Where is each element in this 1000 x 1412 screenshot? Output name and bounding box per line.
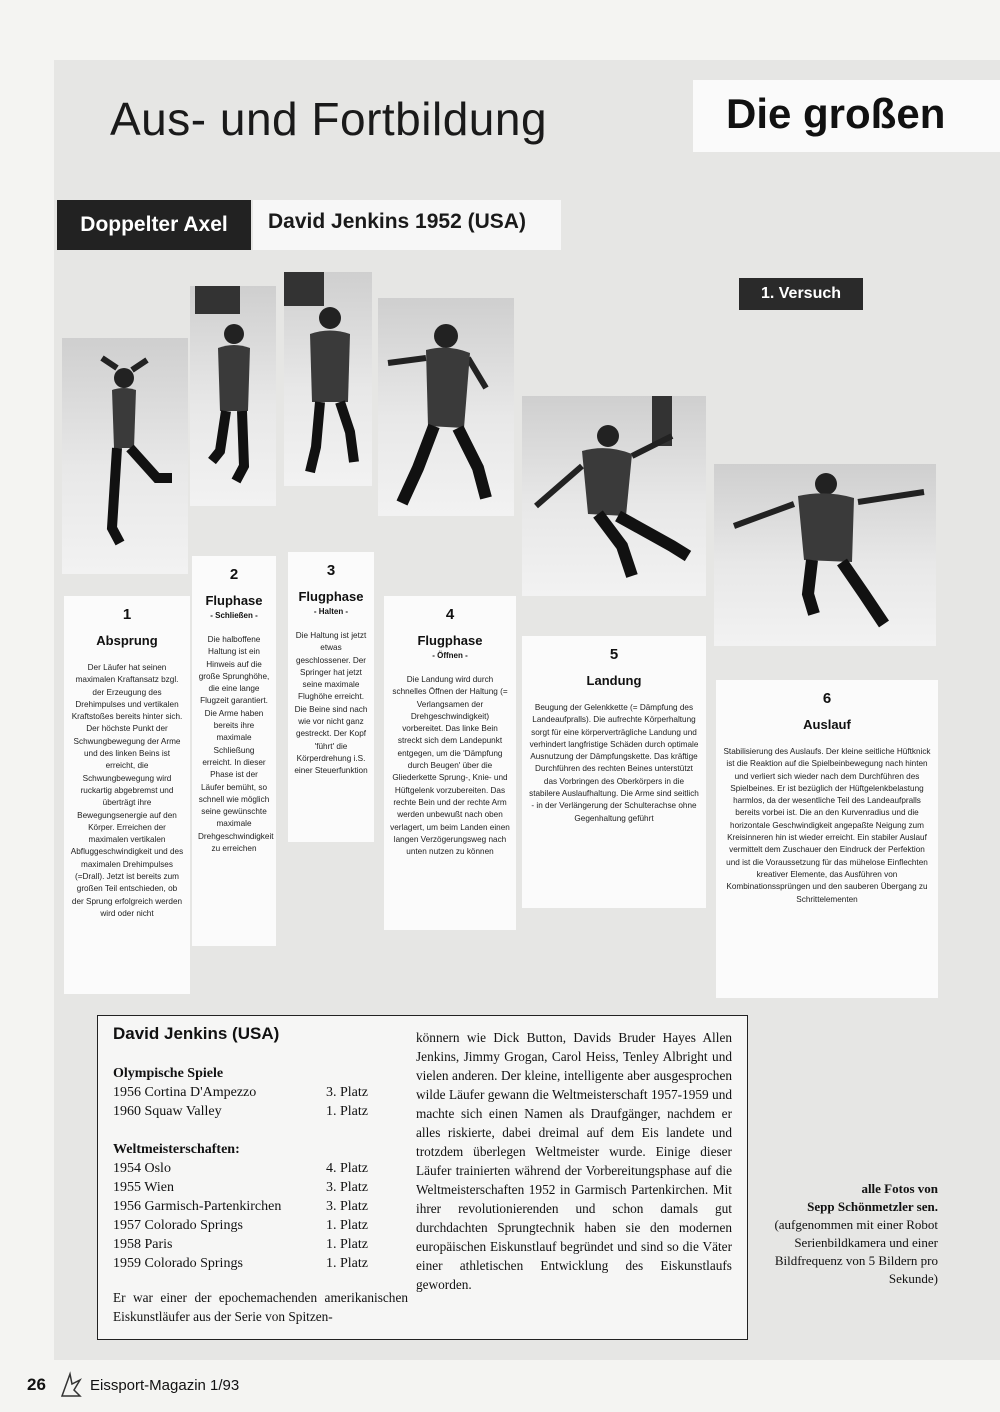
credit-photographer: Sepp Schönmetzler sen. (807, 1199, 938, 1214)
result-place: 1958 Paris (113, 1237, 173, 1252)
skater-figure-2 (190, 286, 276, 506)
worlds-heading: Weltmeisterschaften: (113, 1142, 240, 1157)
result-place: 1956 Cortina D'Ampezzo (113, 1085, 257, 1100)
result-rank: 1. Platz (326, 1256, 368, 1271)
result-place: 1960 Squaw Valley (113, 1104, 222, 1119)
step-6 (716, 680, 938, 998)
step-text: Beugung der Gelenkkette (= Dämpfung des Landeaufpralls). Die aufrechte Körperhaltung sorgt für eine körperverträgliche Landung und verhindert langfristige Schäden durch optimale Ausnutzung der Dämpfungskette. Das kräftige Durchführen des rechten Beines unterstützt das Vorbringen des Oberkörpers in die stabilere Auslaufhaltung. Die Arme sind seitlich - in der Verlängerung der Schulterachse ohne Gegenhaltung geführt (529, 703, 699, 823)
result-rank: 3. Platz (326, 1085, 368, 1100)
result-place: 1955 Wien (113, 1180, 175, 1195)
olympics-heading: Olympische Spiele (113, 1066, 224, 1081)
step-4 (384, 596, 516, 930)
step-text: Stabilisierung des Auslaufs. Der kleine seitliche Hüftknick ist die Reaktion auf die Spielbeinbewegung nach hinten und verliert sich wieder nach dem Durchführen des Spielbeines. Er ist bezüglich der Hüftgelenkbelastung harmlos, da der wesentliche Teil des Landeaufpralls bereits vorbei ist. Die an den Kurvenradius und die horizontale Geschwindigkeit angepaßte Neigung zum Kreisinneren hin ist wieder erreicht. Ein stabiler Auslauf vermittelt dem Zuschauer den Eindruck der Perfektion und ist die Voraussetzung für das mühelose Einflechten kreativer Elemente, das Ausführen von Kombinationssprüngen und den sauberen Übergang zu Schrittelementen (723, 747, 931, 904)
step-phase: Flugphase (298, 589, 364, 604)
result-place: 1959 Colorado Springs (113, 1256, 243, 1271)
headline: Die großen (726, 90, 946, 137)
step-3 (288, 552, 374, 842)
result-rank: 3. Platz (326, 1180, 368, 1195)
step-subphase: - Halten - (313, 607, 349, 616)
step-subphase: - Schließen - (210, 611, 258, 620)
step-number: 1 (122, 606, 132, 623)
photo-4 (378, 298, 514, 516)
credit-details: (aufgenommen mit einer Robot Serienbildkamera und einer Bildfrequenz von 5 Bildern pro Sekunde) (774, 1217, 938, 1286)
skater-figure-6 (714, 464, 936, 646)
step-text: Die halboffene Haltung ist ein Hinweis auf die große Sprunghöhe, die eine lange Flugzeit garantiert. Die Arme haben bereits ihre maximale Schließung erreicht. In dieser Phase ist der Läufer bemüht, so schnell wie möglich seine gewünschte maximale Drehgeschwindigkeit zu erreichen (198, 635, 274, 854)
step-text: Die Landung wird durch schnelles Öffnen der Haltung (= Verlangsamen der Drehgeschwindigkeit) vorbereitet. Das linke Bein streckt sich dem Landepunkt entgegen, um die 'Dämpfung durch Beugen' über die Gliederkette Sprung-, Knie- und Hüftgelenk vorzubereiten. Das rechte Bein und der rechte Arm werden unbewußt nach oben verlagert, um beim Landen einen langen Verzögerungsweg nach unten nutzen zu können (390, 675, 510, 857)
step-number: 4 (445, 606, 455, 623)
skater-figure-3 (284, 272, 372, 486)
result-rank: 1. Platz (326, 1237, 368, 1252)
step-phase: Fluphase (205, 593, 263, 608)
result-rank: 3. Platz (326, 1199, 368, 1214)
step-text: Der Läufer hat seinen maximalen Kraftansatz bzgl. der Erzeugung des Drehimpulses und vertikalen Kraftstoßes bereits hinter sich. Der höchste Punkt der Schwungbewegung der Arme und des linken Beins ist erreicht, die Schwungbewegung wird ruckartig abgebremst und überträgt ihre Bewegungsenergie auf den Körper. Erreichen der maximalen vertikalen Abfluggeschwindigkeit und des maximalen Drehimpulses (=Drall). Jetzt ist bereits zum großen Teil entschieden, ob der Sprung erfolgreich werden wird oder nicht (70, 663, 184, 918)
bio-body-text: könnern wie Dick Button, Davids Bruder Hayes Allen Jenkins, Jimmy Grogan, Carol Heiss, Tenley Albright und vielen anderen. Der kleine, intelligente aber ausgesprochen wilde Läufer gewann die Weltmeisterschaft 1957-1959 und machte sich einen Namen als Draufgänger, nachdem er alles riskierte, dabei dreimal auf dem Eis landete und trotzdem überlegen Weltmeister wurde. Einige dieser Läufer trainierten während der Vorbereitungsphase auf die Weltmeisterschaften 1952 in Garmisch Partenkirchen. Mit ihrer revolutionierenden und schon damals gut durchdachten Sprungtechnik haben sie den modernen europäischen Eiskunstlauf begründet und sind so die Väter einer athletischen Entwicklung des Eiskunstlaufs geworden. (416, 1030, 732, 1292)
step-number: 2 (229, 566, 239, 583)
credit-line-1: alle Fotos von (861, 1181, 938, 1196)
skater-title: David Jenkins 1952 (USA) (268, 210, 526, 233)
skater-figure-4 (378, 298, 514, 516)
photo-2 (190, 286, 276, 506)
result-place: 1957 Colorado Springs (113, 1218, 243, 1233)
skater-figure-5 (522, 396, 706, 596)
photo-3 (284, 272, 372, 486)
magazine-name: Eissport-Magazin 1/93 (90, 1377, 240, 1394)
skater-figure-1 (62, 338, 188, 574)
photo-1 (62, 338, 188, 574)
step-phase: Absprung (96, 633, 158, 648)
step-number: 6 (822, 690, 832, 707)
page-number: 26 (27, 1375, 46, 1394)
step-number: 5 (609, 646, 619, 663)
photo-credit (752, 1180, 938, 1288)
step-subphase: - Öffnen - (432, 651, 468, 660)
step-phase: Flugphase (417, 633, 483, 648)
step-1 (64, 596, 190, 994)
step-phase: Landung (586, 673, 642, 688)
magazine-logo-icon (58, 1370, 84, 1400)
step-5 (522, 636, 706, 908)
result-rank: 1. Platz (326, 1104, 368, 1119)
photo-5 (522, 396, 706, 596)
step-number: 3 (326, 562, 336, 579)
bio-title: David Jenkins (USA) (113, 1024, 280, 1043)
result-place: 1954 Oslo (113, 1161, 171, 1176)
result-rank: 1. Platz (326, 1218, 368, 1233)
result-rank: 4. Platz (326, 1161, 368, 1176)
step-text: Die Haltung ist jetzt etwas geschlossener. Der Springer hat jetzt seine maximale Flughöhe erreicht. Die Beine sind nach wie vor nicht ganz gestreckt. Der Kopf 'führt' die Körperdrehung i.S. einer Steuerfunktion (294, 631, 368, 776)
section-title: Aus- und Fortbildung (110, 93, 548, 145)
step-2 (192, 556, 276, 946)
bio-intro-text: Er war einer der epochemachenden amerikanischen Eiskunstläufer aus der Serie von Spitzen- (113, 1290, 408, 1324)
step-phase: Auslauf (803, 717, 851, 732)
bio-box (97, 1015, 748, 1340)
result-place: 1956 Garmisch-Partenkirchen (113, 1199, 282, 1214)
photo-6 (714, 464, 936, 646)
jump-tag: Doppelter Axel (57, 200, 251, 250)
attempt-badge: 1. Versuch (739, 278, 863, 310)
